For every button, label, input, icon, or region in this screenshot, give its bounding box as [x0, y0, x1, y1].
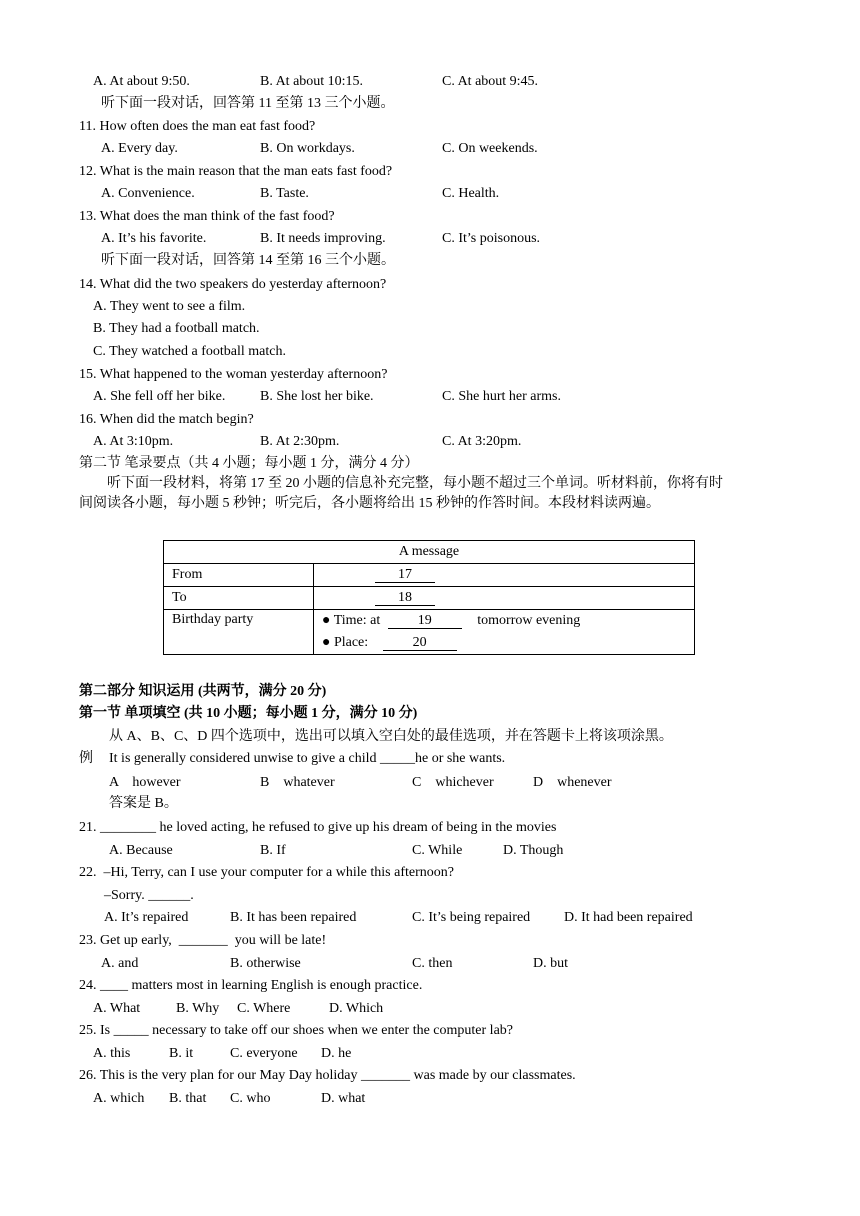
- q23-option-c: C. then: [412, 956, 453, 971]
- section-2-instruction-line-2: 间阅读各小题，每小题 5 秒钟；听完后，各小题将给出 15 秒钟的作答时间。本段材料读两遍。: [79, 496, 660, 511]
- time-prefix: ● Time: at: [322, 613, 381, 628]
- blank-18[interactable]: 18: [375, 591, 435, 606]
- q13-option-c: C. It’s poisonous.: [442, 231, 541, 246]
- question-12: 12. What is the main reason that the man eats fast food?: [79, 164, 393, 179]
- q10-option-a: A. At about 9:50.: [93, 74, 190, 89]
- q26-option-d: D. what: [321, 1091, 366, 1106]
- blank-17[interactable]: 17: [375, 568, 435, 583]
- instruction-14-16: 听下面一段对话，回答第 14 至第 16 三个小题。: [101, 253, 395, 268]
- q15-option-a: A. She fell off her bike.: [93, 389, 226, 404]
- q22-option-d: D. It had been repaired: [564, 910, 693, 925]
- question-14: 14. What did the two speakers do yesterday afternoon?: [79, 277, 387, 292]
- q23-option-a: A. and: [101, 956, 139, 971]
- q26-option-c: C. who: [230, 1091, 271, 1106]
- q25-option-a: A. this: [93, 1046, 131, 1061]
- time-suffix: tomorrow evening: [477, 613, 581, 628]
- q22-option-a: A. It’s repaired: [104, 910, 189, 925]
- q25-option-b: B. it: [169, 1046, 194, 1061]
- question-11: 11. How often does the man eat fast food?: [79, 119, 316, 134]
- example-option-b: B whatever: [260, 775, 335, 790]
- q11-option-b: B. On workdays.: [260, 141, 355, 156]
- example-option-d: D whenever: [533, 775, 612, 790]
- example-question: It is generally considered unwise to give a child _____he or she wants.: [109, 751, 506, 766]
- q16-option-b: B. At 2:30pm.: [260, 434, 340, 449]
- q21-option-b: B. If: [260, 843, 286, 858]
- q24-option-c: C. Where: [237, 1001, 291, 1016]
- q14-option-b: B. They had a football match.: [93, 321, 260, 336]
- q16-option-a: A. At 3:10pm.: [93, 434, 174, 449]
- blank-20[interactable]: 20: [383, 636, 457, 651]
- q13-option-b: B. It needs improving.: [260, 231, 386, 246]
- q13-option-a: A. It’s his favorite.: [101, 231, 207, 246]
- q23-option-b: B. otherwise: [230, 956, 301, 971]
- q24-option-d: D. Which: [329, 1001, 384, 1016]
- q24-option-a: A. What: [93, 1001, 141, 1016]
- q23-option-d: D. but: [533, 956, 568, 971]
- blank-19[interactable]: 19: [388, 614, 462, 629]
- q22-option-b: B. It has been repaired: [230, 910, 357, 925]
- example-answer: 答案是 B。: [109, 796, 178, 811]
- q25-option-c: C. everyone: [230, 1046, 298, 1061]
- part-2-title: 第二部分 知识运用 (共两节，满分 20 分): [79, 684, 327, 699]
- q22-option-c: C. It’s being repaired: [412, 910, 531, 925]
- section-1-instruction: 从 A、B、C、D 四个选项中，选出可以填入空白处的最佳选项，并在答题卡上将该项涂黑。: [109, 729, 673, 744]
- q26-option-a: A. which: [93, 1091, 145, 1106]
- place-prefix: ● Place:: [322, 635, 369, 650]
- q25-option-d: D. he: [321, 1046, 352, 1061]
- question-21: 21. ________ he loved acting, he refused to give up his dream of being in the movies: [79, 820, 557, 835]
- q21-option-c: C. While: [412, 843, 463, 858]
- q14-option-c: C. They watched a football match.: [93, 344, 286, 359]
- q12-option-c: C. Health.: [442, 186, 500, 201]
- question-13: 13. What does the man think of the fast food?: [79, 209, 335, 224]
- q15-option-b: B. She lost her bike.: [260, 389, 374, 404]
- q10-option-b: B. At about 10:15.: [260, 74, 364, 89]
- q11-option-c: C. On weekends.: [442, 141, 538, 156]
- question-22-line-2: –Sorry. ______.: [104, 888, 194, 903]
- section-2-title: 第二节 笔录要点（共 4 小题；每小题 1 分，满分 4 分）: [79, 456, 419, 471]
- question-23: 23. Get up early, _______ you will be late!: [79, 933, 327, 948]
- example-option-a: A however: [109, 775, 181, 790]
- question-22: 22. –Hi, Terry, can I use your computer for a while this afternoon?: [79, 865, 454, 880]
- section-1-title: 第一节 单项填空 (共 10 小题；每小题 1 分，满分 10 分): [79, 706, 418, 721]
- example-label: 例: [79, 751, 93, 766]
- instruction-11-13: 听下面一段对话，回答第 11 至第 13 三个小题。: [101, 96, 395, 111]
- q14-option-a: A. They went to see a film.: [93, 299, 246, 314]
- q24-option-b: B. Why: [176, 1001, 220, 1016]
- section-2-instruction-line-1: 听下面一段材料，将第 17 至 20 小题的信息补充完整，每小题不超过三个单词。听材料前，你将有时: [107, 476, 723, 491]
- example-option-c: C whichever: [412, 775, 494, 790]
- q12-option-a: A. Convenience.: [101, 186, 195, 201]
- q21-option-d: D. Though: [503, 843, 564, 858]
- q21-option-a: A. Because: [109, 843, 173, 858]
- question-25: 25. Is _____ necessary to take off our shoes when we enter the computer lab?: [79, 1023, 513, 1038]
- birthday-party-label: Birthday party: [164, 610, 314, 655]
- from-label: From: [164, 564, 314, 587]
- question-16: 16. When did the match begin?: [79, 412, 254, 427]
- to-label: To: [164, 587, 314, 610]
- q16-option-c: C. At 3:20pm.: [442, 434, 522, 449]
- q10-option-c: C. At about 9:45.: [442, 74, 539, 89]
- question-15: 15. What happened to the woman yesterday afternoon?: [79, 367, 388, 382]
- message-table: [163, 540, 695, 655]
- question-24: 24. ____ matters most in learning English is enough practice.: [79, 978, 423, 993]
- q12-option-b: B. Taste.: [260, 186, 309, 201]
- q15-option-c: C. She hurt her arms.: [442, 389, 561, 404]
- q11-option-a: A. Every day.: [101, 141, 178, 156]
- q26-option-b: B. that: [169, 1091, 207, 1106]
- question-26: 26. This is the very plan for our May Day holiday _______ was made by our classmates.: [79, 1068, 576, 1083]
- table-title: A message: [164, 541, 695, 564]
